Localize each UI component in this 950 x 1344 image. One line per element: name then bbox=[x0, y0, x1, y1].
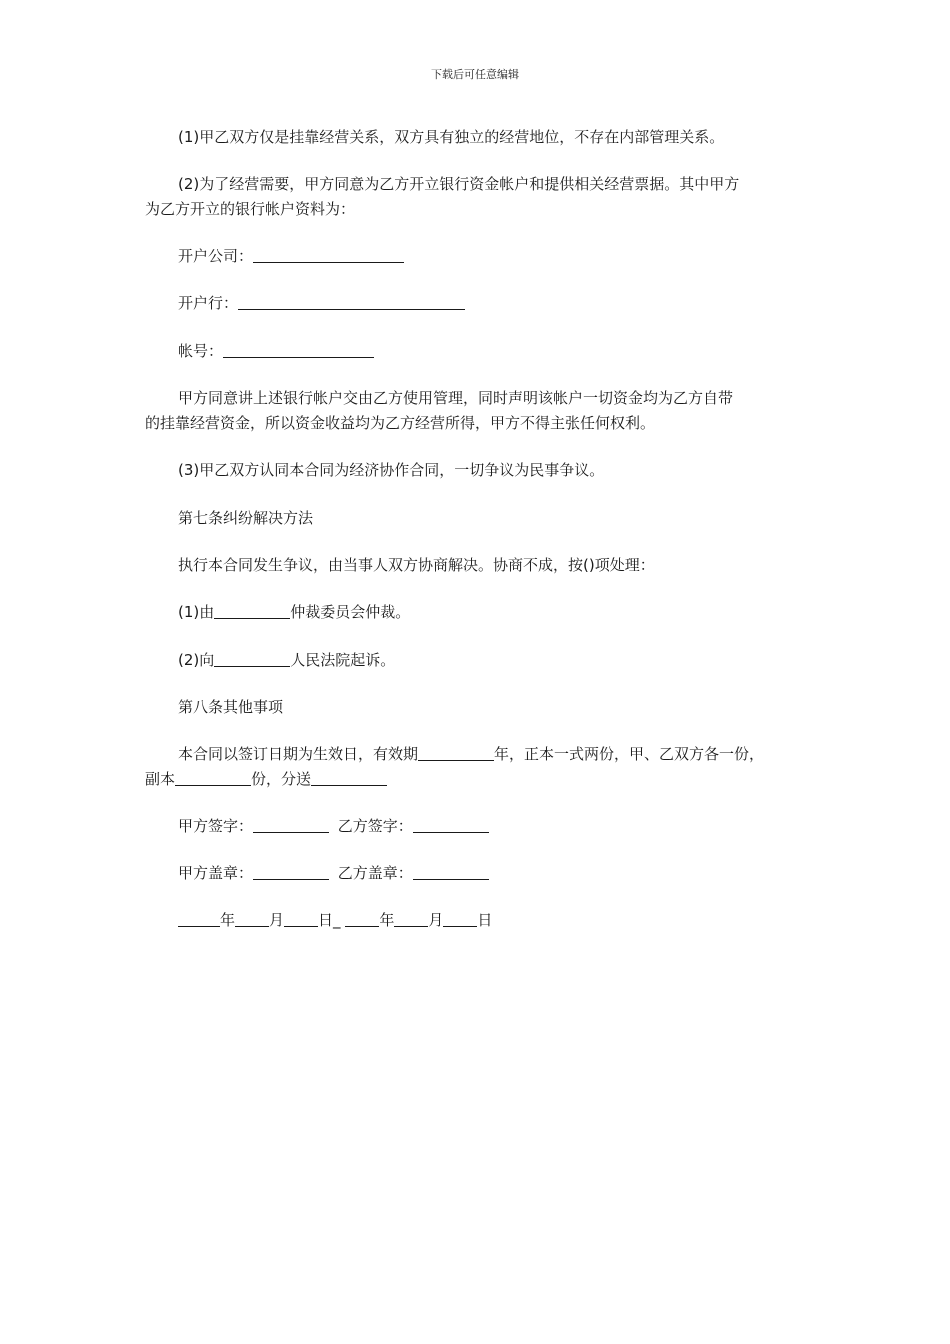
account-number-label: 帐号： bbox=[178, 342, 224, 360]
option-1-suffix: 仲裁委员会仲裁。 bbox=[290, 603, 411, 621]
clause-1: (1)甲乙双方仅是挂靠经营关系，双方具有独立的经营地位，不存在内部管理关系。 bbox=[178, 128, 725, 146]
account-company-row bbox=[178, 246, 404, 266]
party-b-sign-blank bbox=[413, 817, 489, 833]
signature-row bbox=[178, 816, 489, 836]
article-7-option-1 bbox=[178, 602, 410, 622]
article-8-title: 第八条其他事项 bbox=[178, 698, 284, 716]
party-b-seal-blank bbox=[413, 864, 489, 880]
party-a-sign-blank bbox=[253, 817, 329, 833]
party-a-sign-label: 甲方签字： bbox=[178, 817, 254, 835]
page-header: 下载后可任意编辑 bbox=[431, 68, 519, 81]
party-b-sign-label: 乙方签字： bbox=[337, 817, 413, 835]
account-number-row bbox=[178, 341, 374, 361]
article-7-title: 第七条纠纷解决方法 bbox=[178, 509, 314, 527]
distribution-blank bbox=[311, 770, 387, 786]
date-separator: _ bbox=[333, 911, 341, 929]
party-b-seal-label: 乙方盖章： bbox=[337, 864, 413, 882]
account-bank-label: 开户行： bbox=[178, 294, 239, 312]
court-blank bbox=[214, 651, 290, 667]
date-b-day-label: 日 bbox=[477, 911, 493, 929]
article-8-line-1 bbox=[178, 744, 764, 764]
arbitration-blank bbox=[214, 603, 290, 619]
option-1-prefix: (1)由 bbox=[178, 603, 215, 621]
clause-2b-line-2: 的挂靠经营资金，所以资金收益均为乙方经营所得，甲方不得主张任何权利。 bbox=[145, 414, 656, 432]
option-2-suffix: 人民法院起诉。 bbox=[290, 651, 396, 669]
date-a-month-label: 月 bbox=[269, 911, 285, 929]
date-row bbox=[178, 910, 492, 930]
date-a-year-blank bbox=[178, 911, 220, 927]
article-8-line-2 bbox=[145, 769, 387, 789]
date-b-month-label: 月 bbox=[428, 911, 444, 929]
validity-suffix: 年，正本一式两份，甲、乙双方各一份， bbox=[494, 745, 765, 763]
party-a-seal-label: 甲方盖章： bbox=[178, 864, 254, 882]
account-number-blank bbox=[223, 342, 374, 358]
copies-blank bbox=[175, 770, 251, 786]
copies-prefix: 副本 bbox=[145, 770, 176, 788]
date-b-year-blank bbox=[345, 911, 379, 927]
clause-2-line-2: 为乙方开立的银行帐户资料为： bbox=[145, 200, 356, 218]
clause-3: (3)甲乙双方认同本合同为经济协作合同，一切争议为民事争议。 bbox=[178, 461, 605, 479]
option-2-prefix: (2)向 bbox=[178, 651, 215, 669]
seal-row bbox=[178, 863, 489, 883]
date-a-day-blank bbox=[284, 911, 318, 927]
article-7-text: 执行本合同发生争议，由当事人双方协商解决。协商不成，按()项处理： bbox=[178, 556, 655, 574]
clause-2b-line-1: 甲方同意讲上述银行帐户交由乙方使用管理，同时声明该帐户一切资金均为乙方自带 bbox=[178, 389, 734, 407]
date-a-month-blank bbox=[235, 911, 269, 927]
date-b-month-blank bbox=[394, 911, 428, 927]
date-b-day-blank bbox=[443, 911, 477, 927]
account-company-label: 开户公司： bbox=[178, 247, 254, 265]
article-7-option-2 bbox=[178, 650, 395, 670]
clause-2-line-1: (2)为了经营需要，甲方同意为乙方开立银行资金帐户和提供相关经营票据。其中甲方 bbox=[178, 175, 740, 193]
distribution-label: 份，分送 bbox=[251, 770, 312, 788]
account-company-blank bbox=[253, 247, 404, 263]
validity-years-blank bbox=[418, 745, 494, 761]
validity-prefix: 本合同以签订日期为生效日，有效期 bbox=[178, 745, 419, 763]
date-b-year-label: 年 bbox=[379, 911, 395, 929]
date-a-year-label: 年 bbox=[220, 911, 236, 929]
account-bank-row bbox=[178, 293, 465, 313]
party-a-seal-blank bbox=[253, 864, 329, 880]
date-a-day-label: 日 bbox=[318, 911, 334, 929]
account-bank-blank bbox=[238, 294, 465, 310]
